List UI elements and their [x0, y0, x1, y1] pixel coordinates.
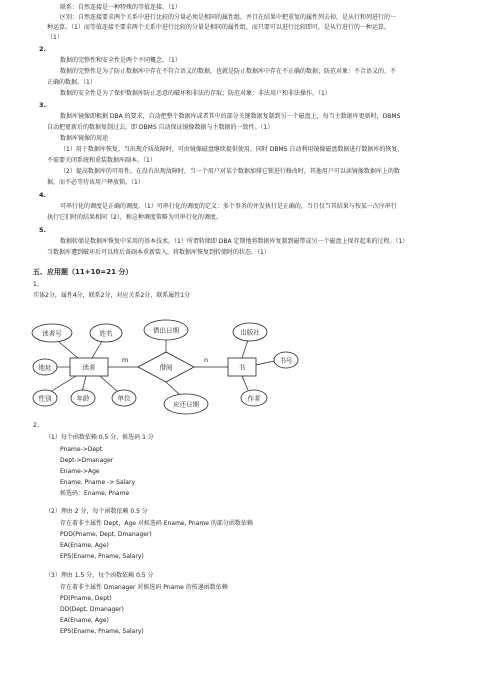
part-3-line: DD(Dept, Dmanager): [60, 606, 124, 613]
q3-line-2: 自动把更新后的数据复制过去，即 DBMS 自动保证镜像数据与主数据的一致性。（1）: [47, 124, 274, 131]
cardinality-n: n: [203, 356, 209, 364]
q3-line-5: 不需要关闭系统和重装数据库副本。（1）: [47, 157, 156, 164]
part-1-line: 候选码：Ename, Pname: [60, 490, 130, 497]
part-3-line: 存在着非主属性 Dmanager 对候选码 Pname 的传递函数依赖: [60, 584, 228, 591]
part-2-line: EA(Ename, Age): [60, 542, 109, 549]
attr-reader-age: 年龄: [76, 394, 90, 403]
entity-book: 书: [238, 363, 246, 372]
attr-reader-name: 姓名: [99, 329, 113, 338]
part-1-line: Ename->Age: [60, 468, 100, 475]
attr-reader-id: 读者号: [42, 329, 62, 338]
rel-attr-borrow-date: 借出日期: [153, 326, 179, 335]
attr-reader-address: 地址: [38, 363, 52, 372]
q4-number: 4.: [39, 191, 46, 199]
q4-line-1: 可串行化的调度是正确的调度。（1）可串行化的调度的定义：多个事务的并发执行是正确的，当且仅当其结果与按某一次序串行: [60, 203, 397, 210]
attr-reader-sex: 性别: [38, 394, 52, 403]
section-title: 五、应用题（11+10=21 分）: [33, 268, 133, 276]
cardinality-m: m: [121, 356, 129, 364]
part-3-heading: （3）理由 1.5 分，每个函数依赖 0.5 分: [45, 572, 154, 579]
rel-attr-return-date: 应还日期: [173, 400, 199, 409]
part-1-line: Ename, Pname -> Salary: [60, 479, 136, 486]
part-3-line: EPS(Ename, Pname, Salary): [60, 628, 144, 635]
entity-reader: 读者: [82, 363, 96, 372]
top-line-2: 区别：自然连接要求两个关系中进行比较的分量必须是相同的属性组，并且在结果中把重复的属性列去掉，是从行和列进行的一: [60, 14, 397, 21]
attr-book-author: 作者: [247, 394, 261, 403]
part-2-line: EPS(Ename, Pname, Salary): [60, 553, 144, 560]
attr-reader-unit: 单位: [117, 394, 131, 403]
q4-line-2: 执行它们时的结果相同（2），称这种调度策略为可串行化的调度。: [47, 214, 222, 221]
item-2-number: 2、: [33, 422, 43, 429]
part-3-line: PD(Pname, Dept): [60, 595, 112, 602]
q2-number: 2.: [39, 45, 46, 53]
q3-line-1: 数据库镜像即根据 DBA 的要求，自动把整个数据库或者其中的部分关键数据复制到另一个磁盘上，每当主数据库更新时，DBMS: [60, 113, 401, 120]
part-3-line: EA(Ename, Age): [60, 617, 109, 624]
part-2-line: PDD(Pname, Dept, Dmanager): [60, 531, 152, 538]
q5-number: 5.: [39, 226, 46, 234]
part-2-line: 存在着非主属性 Dept，Age 对候选码 Ename, Pname 的部分函数依赖: [60, 520, 253, 527]
q5-line-2: 当数据库遭到破坏后可以将后备副本重新装入，将数据库恢复到转储时的状态。（1）: [47, 249, 270, 256]
q3-number: 3.: [39, 101, 46, 109]
item-1-number: 1、: [33, 281, 43, 288]
part-1-line: Pname->Dept: [60, 446, 103, 453]
q2-line-2: 数据的完整性是为了防止数据库中存在不符合语义的数据，也就是防止数据库中存在不正确的数据；防范对象：不合语义的、不: [60, 68, 397, 75]
attr-book-publisher: 出版社: [240, 328, 260, 337]
top-line-4: （1）: [47, 34, 63, 41]
q2-line-4: 数据的安全性是为了保护数据库防止恶意的破坏和非法的存取；防范对象：非法用户和非法操作。（1）: [60, 90, 331, 97]
q3-line-3: 数据库镜像的用途: [60, 135, 109, 142]
attr-book-number: 书号: [279, 356, 293, 365]
relationship-borrow: 借阅: [159, 363, 173, 372]
q2-line-1: 数据的完整性和安全性是两个不同概念。（1）: [60, 57, 181, 64]
q3-line-4: （1）用于数据库恢复。当出现介质故障时，可由镜像磁盘继续提供使用，同时 DBMS 自动利用镜像磁盘数据进行数据库的恢复，: [60, 146, 404, 153]
er-diagram: [0, 300, 490, 420]
q2-line-3: 正确的数据。（1）: [47, 79, 96, 86]
top-line-1: 联系：自然连接是一种特殊的等值连接。（1）: [60, 4, 181, 11]
part-2-heading: （2）理由 2 分，每个函数依赖 0.5 分: [45, 508, 148, 515]
q3-line-6: （2）提高数据库的可用性。在没有出现故障时，当一个用户对某个数据加排它锁进行修改时，其他用户可以读镜像数据库上的数: [60, 168, 400, 175]
part-1-line: Dept->Dmanager: [60, 457, 114, 464]
part-1-heading: （1）每个函数依赖 0.5 分，候选码 1 分: [45, 434, 154, 441]
scoring-note: 实体2分，属性4分，联系2分，对应关系2分，联系属性1分: [33, 292, 191, 299]
q3-line-7: 据，而不必等待该用户释放锁。（1）: [47, 179, 144, 186]
q5-line-1: 数据转储是数据库恢复中采用的基本技术。（1）所谓转储即 DBA 定期地将数据库复制到磁带或另一个磁盘上保存起来的过程。（1）: [60, 238, 409, 245]
top-line-3: 种运算。（1）而等值连接不要求两个关系中进行比较的分量是相同的属性组，而只要可以进行比较即可，是从行进行的一种运算。: [47, 24, 390, 31]
